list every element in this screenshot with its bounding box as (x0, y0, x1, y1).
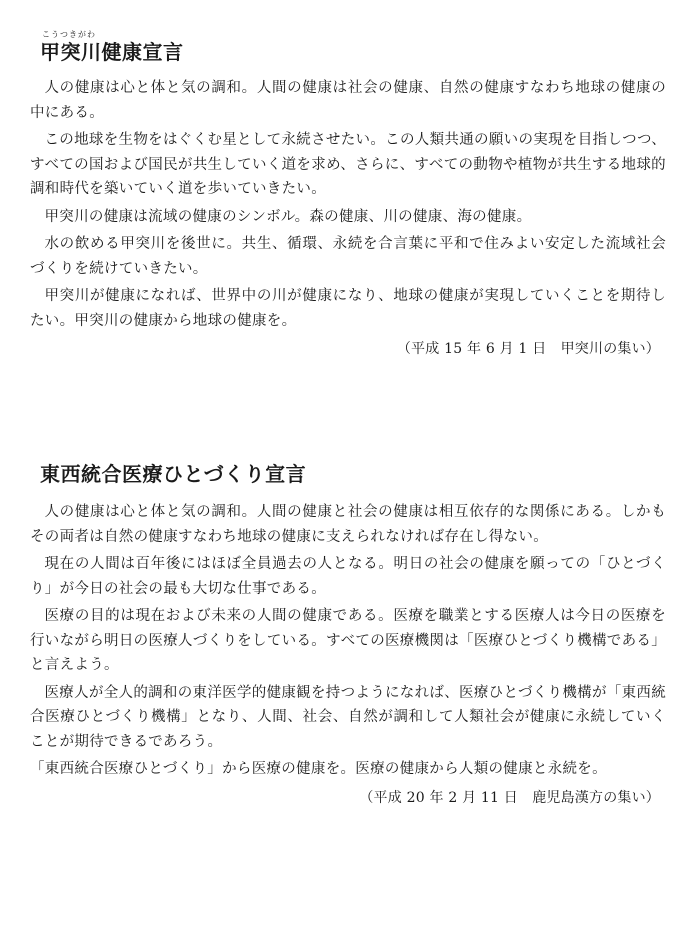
paragraph: 現在の人間は百年後にはほぼ全員過去の人となる。明日の社会の健康を願っての「ひとづくり」が今日の社会の最も大切な仕事である。 (30, 556, 666, 597)
paragraph: 医療の目的は現在および未来の人間の健康である。医療を職業とする医療人は今日の医療を行いながら明日の医療人づくりをしている。すべての医療機関は「医療ひとづくり機構である」と言えよう。 (30, 608, 666, 673)
title-ruby: こうつきがわ (42, 30, 96, 39)
declaration-title: 甲突川健康宣言 (40, 40, 184, 64)
paragraph: 人の健康は心と体と気の調和。人間の健康は社会の健康、自然の健康すなわち地球の健康の中にある。 (30, 80, 666, 121)
declaration-signature: （平成 20 年 2 月 11 日 鹿児島漢方の集い） (359, 789, 660, 806)
declaration-title: 東西統合医療ひとづくり宣言 (40, 462, 307, 486)
declaration-integrative-medicine (30, 462, 666, 810)
paragraph: 水の飲める甲突川を後世に。共生、循環、永続を合言葉に平和で住みよい安定した流域社会づくりを続けていきたい。 (30, 236, 666, 277)
paragraph: この地球を生物をはぐくむ星として永続させたい。この人類共通の願いの実現を目指しつつ、すべての国および国民が共生していく道を求め、さらに、すべての動物や植物が共生する地球的調和時代を築いていく道を歩いていきたい。 (30, 132, 666, 197)
paragraph: 医療人が全人的調和の東洋医学的健康観を持つようになれば、医療ひとづくり機構が「東西統合医療ひとづくり機構」となり、人間、社会、自然が調和して人類社会が健康に永続していくことが期待できるであろう。 (30, 684, 666, 750)
paragraph: 甲突川の健康は流域の健康のシンボル。森の健康、川の健康、海の健康。 (44, 208, 532, 225)
paragraph: 「東西統合医療ひとづくり」から医療の健康を。医療の健康から人類の健康と永続を。 (30, 761, 607, 777)
paragraph: 人の健康は心と体と気の調和。人間の健康と社会の健康は相互依存的な関係にある。しかもその両者は自然の健康すなわち地球の健康に支えられなければ存在し得ない。 (30, 504, 666, 545)
declaration-koutsuki-river (30, 30, 666, 361)
declaration-signature: （平成 15 年 6 月 1 日 甲突川の集い） (396, 341, 660, 357)
paragraph: 甲突川が健康になれば、世界中の川が健康になり、地球の健康が実現していくことを期待したい。甲突川の健康から地球の健康を。 (30, 288, 666, 329)
